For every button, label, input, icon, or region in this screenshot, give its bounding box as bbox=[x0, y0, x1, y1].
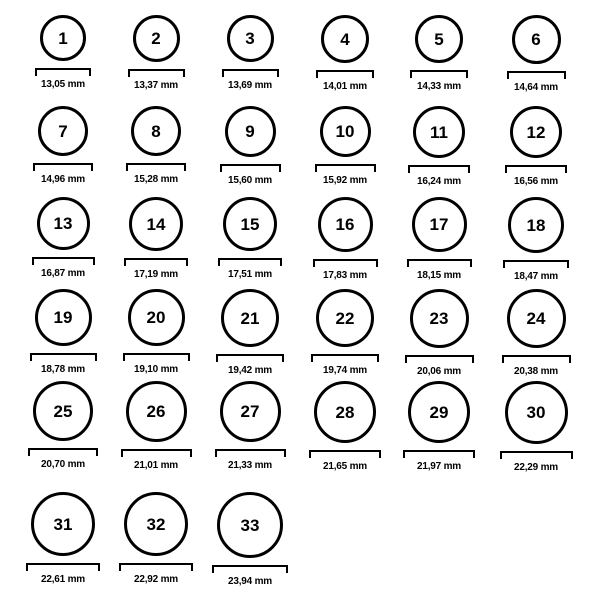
ring-size-cell bbox=[491, 381, 581, 473]
ring-size-number: 11 bbox=[430, 122, 448, 142]
diameter-measure-bar bbox=[313, 259, 378, 268]
ring-size-number: 16 bbox=[335, 215, 355, 234]
measure-bar-line bbox=[505, 165, 567, 173]
ring-size-number: 4 bbox=[340, 29, 350, 49]
ring-size-number: 29 bbox=[429, 402, 449, 422]
ring-size-number: 23 bbox=[429, 309, 449, 328]
ring-circle bbox=[512, 15, 561, 64]
ring-size-number: 24 bbox=[526, 309, 546, 328]
ring-size-number: 33 bbox=[240, 515, 260, 535]
diameter-measure-bar bbox=[33, 163, 93, 172]
ring-size-cell bbox=[394, 106, 484, 187]
ring-diameter-label: 16,87 mm bbox=[41, 268, 85, 279]
diameter-measure-bar bbox=[503, 260, 569, 269]
measure-bar-line bbox=[124, 258, 188, 266]
ring-size-cell bbox=[491, 15, 581, 93]
measure-bar-line bbox=[33, 163, 93, 171]
ring-circle bbox=[225, 106, 276, 157]
ring-size-cell bbox=[300, 381, 390, 472]
measure-bar-line bbox=[408, 165, 470, 173]
ring-size-number: 9 bbox=[245, 122, 255, 141]
ring-circle bbox=[31, 492, 95, 556]
ring-diameter-label: 19,10 mm bbox=[134, 364, 178, 375]
ring-size-number: 32 bbox=[146, 514, 166, 534]
measure-bar-line bbox=[26, 563, 100, 571]
measure-bar-line bbox=[32, 257, 95, 265]
ring-size-cell bbox=[111, 106, 201, 185]
ring-circle bbox=[126, 381, 187, 442]
diameter-measure-bar bbox=[128, 69, 185, 78]
measure-bar-line bbox=[503, 260, 569, 268]
ring-circle bbox=[316, 289, 374, 347]
ring-circle bbox=[507, 289, 566, 348]
ring-size-cell bbox=[205, 381, 295, 471]
diameter-measure-bar bbox=[119, 563, 193, 572]
ring-size-number: 18 bbox=[526, 215, 546, 235]
measure-bar-line bbox=[313, 259, 378, 267]
ring-size-number: 15 bbox=[240, 214, 260, 234]
diameter-measure-bar bbox=[316, 70, 374, 79]
ring-diameter-label: 18,78 mm bbox=[41, 364, 85, 375]
ring-size-cell bbox=[394, 197, 484, 281]
measure-bar-line bbox=[220, 164, 281, 172]
ring-circle bbox=[227, 15, 274, 62]
ring-size-cell bbox=[300, 15, 390, 92]
measure-bar-line bbox=[507, 71, 566, 79]
ring-diameter-label: 18,47 mm bbox=[514, 271, 558, 282]
ring-size-number: 28 bbox=[335, 402, 355, 422]
ring-diameter-label: 14,33 mm bbox=[417, 81, 461, 92]
ring-diameter-label: 13,37 mm bbox=[134, 80, 178, 91]
ring-circle bbox=[221, 289, 279, 347]
ring-size-number: 3 bbox=[245, 29, 255, 48]
diameter-measure-bar bbox=[215, 449, 286, 458]
ring-circle bbox=[320, 106, 371, 157]
measure-bar-line bbox=[218, 258, 282, 266]
ring-circle bbox=[37, 197, 90, 250]
diameter-measure-bar bbox=[408, 165, 470, 174]
measure-bar-line bbox=[309, 450, 381, 458]
ring-circle bbox=[410, 289, 469, 348]
ring-diameter-label: 14,96 mm bbox=[41, 174, 85, 185]
ring-diameter-label: 16,56 mm bbox=[514, 176, 558, 187]
ring-size-cell bbox=[111, 381, 201, 471]
ring-circle bbox=[35, 289, 92, 346]
ring-size-number: 17 bbox=[429, 215, 449, 234]
ring-size-cell bbox=[111, 15, 201, 91]
diameter-measure-bar bbox=[124, 258, 188, 267]
ring-size-cell bbox=[18, 492, 108, 585]
ring-size-cell bbox=[18, 15, 108, 90]
ring-size-number: 30 bbox=[526, 403, 546, 422]
ring-size-number: 31 bbox=[53, 514, 73, 534]
ring-size-cell bbox=[18, 381, 108, 470]
ring-size-number: 1 bbox=[58, 28, 68, 48]
diameter-measure-bar bbox=[121, 449, 192, 458]
ring-size-cell bbox=[111, 197, 201, 280]
measure-bar-line bbox=[128, 69, 185, 77]
diameter-measure-bar bbox=[26, 563, 100, 572]
ring-diameter-label: 20,38 mm bbox=[514, 366, 558, 377]
ring-diameter-label: 19,74 mm bbox=[323, 365, 367, 376]
ring-circle bbox=[131, 106, 181, 156]
ring-size-cell bbox=[394, 15, 484, 92]
diameter-measure-bar bbox=[30, 353, 97, 362]
ring-size-cell bbox=[300, 197, 390, 281]
ring-size-cell bbox=[18, 289, 108, 375]
ring-size-number: 10 bbox=[335, 122, 355, 141]
ring-circle bbox=[314, 381, 376, 443]
measure-bar-line bbox=[216, 354, 284, 362]
ring-diameter-label: 15,92 mm bbox=[323, 175, 367, 186]
ring-diameter-label: 15,60 mm bbox=[228, 175, 272, 186]
ring-circle bbox=[220, 381, 281, 442]
diameter-measure-bar bbox=[309, 450, 381, 459]
ring-size-number: 27 bbox=[240, 402, 260, 421]
ring-diameter-label: 22,92 mm bbox=[134, 574, 178, 585]
ring-size-cell bbox=[111, 289, 201, 375]
ring-size-cell bbox=[18, 106, 108, 185]
measure-bar-line bbox=[410, 70, 468, 78]
measure-bar-line bbox=[222, 69, 279, 77]
ring-diameter-label: 17,51 mm bbox=[228, 269, 272, 280]
measure-bar-line bbox=[316, 70, 374, 78]
measure-bar-line bbox=[502, 355, 571, 363]
ring-size-number: 2 bbox=[151, 29, 161, 48]
ring-diameter-label: 21,97 mm bbox=[417, 461, 461, 472]
ring-size-cell bbox=[491, 197, 581, 282]
measure-bar-line bbox=[405, 355, 474, 363]
diameter-measure-bar bbox=[216, 354, 284, 363]
ring-diameter-label: 23,94 mm bbox=[228, 576, 272, 587]
ring-diameter-label: 22,29 mm bbox=[514, 462, 558, 473]
ring-size-cell bbox=[111, 492, 201, 585]
measure-bar-line bbox=[123, 353, 190, 361]
ring-diameter-label: 21,33 mm bbox=[228, 460, 272, 471]
ring-circle bbox=[133, 15, 180, 62]
ring-diameter-label: 22,61 mm bbox=[41, 574, 85, 585]
ring-diameter-label: 19,42 mm bbox=[228, 365, 272, 376]
ring-circle bbox=[129, 197, 183, 251]
ring-size-number: 21 bbox=[240, 308, 260, 328]
ring-circle bbox=[413, 106, 465, 158]
ring-diameter-label: 13,05 mm bbox=[41, 79, 85, 90]
ring-circle bbox=[412, 197, 467, 252]
ring-size-cell bbox=[205, 289, 295, 376]
diameter-measure-bar bbox=[405, 355, 474, 364]
diameter-measure-bar bbox=[35, 68, 91, 77]
diameter-measure-bar bbox=[311, 354, 379, 363]
ring-size-number: 12 bbox=[526, 122, 546, 142]
ring-size-cell bbox=[205, 15, 295, 91]
ring-size-cell bbox=[491, 106, 581, 187]
ring-size-number: 8 bbox=[151, 121, 161, 141]
diameter-measure-bar bbox=[502, 355, 571, 364]
ring-diameter-label: 20,06 mm bbox=[417, 366, 461, 377]
ring-diameter-label: 21,01 mm bbox=[134, 460, 178, 471]
ring-circle bbox=[508, 197, 564, 253]
ring-size-cell bbox=[394, 381, 484, 472]
ring-size-number: 25 bbox=[53, 401, 73, 421]
ring-circle bbox=[217, 492, 283, 558]
diameter-measure-bar bbox=[218, 258, 282, 267]
measure-bar-line bbox=[212, 565, 288, 573]
measure-bar-line bbox=[215, 449, 286, 457]
ring-size-cell bbox=[205, 492, 295, 587]
ring-size-number: 22 bbox=[335, 308, 355, 328]
ring-diameter-label: 17,83 mm bbox=[323, 270, 367, 281]
diameter-measure-bar bbox=[315, 164, 376, 173]
ring-diameter-label: 16,24 mm bbox=[417, 176, 461, 187]
diameter-measure-bar bbox=[222, 69, 279, 78]
measure-bar-line bbox=[311, 354, 379, 362]
diameter-measure-bar bbox=[410, 70, 468, 79]
ring-diameter-label: 13,69 mm bbox=[228, 80, 272, 91]
diameter-measure-bar bbox=[403, 450, 475, 459]
ring-circle bbox=[408, 381, 470, 443]
ring-diameter-label: 15,28 mm bbox=[134, 174, 178, 185]
ring-circle bbox=[128, 289, 185, 346]
ring-diameter-label: 14,64 mm bbox=[514, 82, 558, 93]
ring-circle bbox=[223, 197, 277, 251]
measure-bar-line bbox=[500, 451, 573, 459]
ring-size-cell bbox=[394, 289, 484, 377]
measure-bar-line bbox=[35, 68, 91, 76]
measure-bar-line bbox=[119, 563, 193, 571]
diameter-measure-bar bbox=[507, 71, 566, 80]
measure-bar-line bbox=[28, 448, 98, 456]
ring-circle bbox=[510, 106, 562, 158]
ring-circle bbox=[318, 197, 373, 252]
ring-size-number: 19 bbox=[53, 308, 73, 327]
ring-size-number: 5 bbox=[434, 29, 444, 49]
ring-size-cell bbox=[491, 289, 581, 377]
diameter-measure-bar bbox=[220, 164, 281, 173]
ring-circle bbox=[38, 106, 88, 156]
diameter-measure-bar bbox=[212, 565, 288, 574]
ring-size-number: 14 bbox=[146, 214, 166, 234]
diameter-measure-bar bbox=[407, 259, 472, 268]
ring-diameter-label: 14,01 mm bbox=[323, 81, 367, 92]
diameter-measure-bar bbox=[126, 163, 186, 172]
ring-diameter-label: 17,19 mm bbox=[134, 269, 178, 280]
diameter-measure-bar bbox=[505, 165, 567, 174]
ring-circle bbox=[33, 381, 93, 441]
ring-circle bbox=[505, 381, 568, 444]
ring-size-cell bbox=[300, 289, 390, 376]
measure-bar-line bbox=[403, 450, 475, 458]
ring-circle bbox=[124, 492, 188, 556]
measure-bar-line bbox=[315, 164, 376, 172]
measure-bar-line bbox=[121, 449, 192, 457]
ring-size-cell bbox=[205, 106, 295, 186]
ring-size-number: 20 bbox=[146, 308, 166, 327]
measure-bar-line bbox=[407, 259, 472, 267]
ring-size-number: 26 bbox=[146, 402, 166, 421]
measure-bar-line bbox=[126, 163, 186, 171]
ring-diameter-label: 20,70 mm bbox=[41, 459, 85, 470]
ring-size-number: 13 bbox=[53, 214, 73, 233]
ring-size-cell bbox=[18, 197, 108, 279]
ring-circle bbox=[415, 15, 463, 63]
ring-size-number: 6 bbox=[531, 30, 541, 49]
ring-circle bbox=[40, 15, 86, 61]
ring-size-cell bbox=[205, 197, 295, 280]
diameter-measure-bar bbox=[500, 451, 573, 460]
ring-diameter-label: 21,65 mm bbox=[323, 461, 367, 472]
diameter-measure-bar bbox=[32, 257, 95, 266]
measure-bar-line bbox=[30, 353, 97, 361]
diameter-measure-bar bbox=[123, 353, 190, 362]
ring-size-cell bbox=[300, 106, 390, 186]
diameter-measure-bar bbox=[28, 448, 98, 457]
ring-circle bbox=[321, 15, 369, 63]
ring-diameter-label: 18,15 mm bbox=[417, 270, 461, 281]
ring-size-number: 7 bbox=[58, 121, 68, 141]
